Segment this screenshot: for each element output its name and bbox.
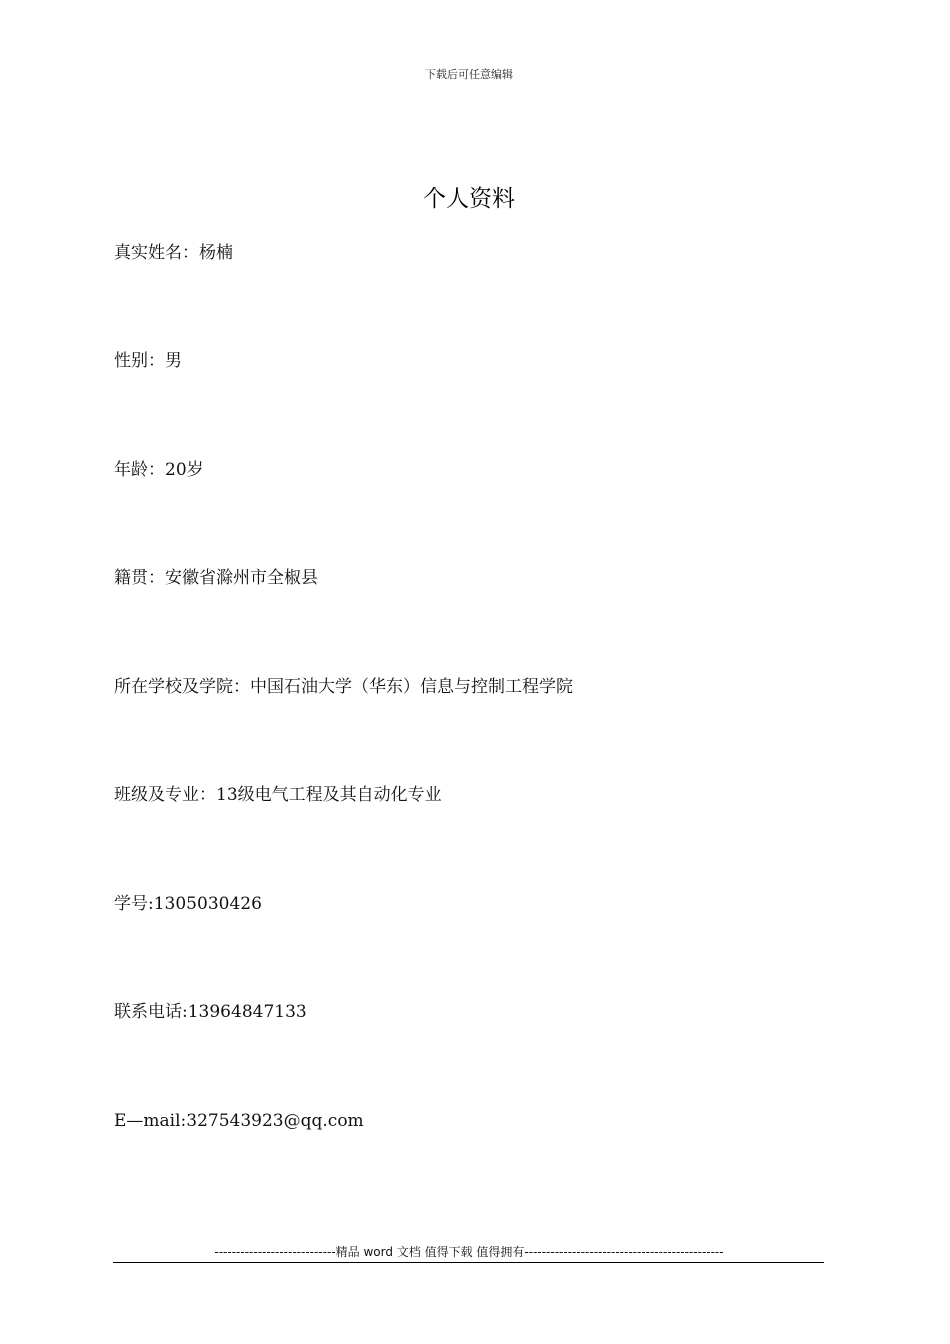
footer-rule [113, 1262, 824, 1263]
field-label: 学号: [114, 894, 154, 914]
field-label: 联系电话: [114, 1002, 188, 1022]
field-label: 年龄： [114, 460, 165, 480]
field-real-name [114, 241, 233, 265]
field-label: 籍贯： [114, 568, 165, 588]
footer-dashes-right: ---------------------------------------------- [524, 1245, 724, 1259]
field-value: 327543923@qq.com [186, 1111, 364, 1131]
field-student-id [114, 892, 262, 916]
field-label: 性别： [114, 351, 165, 371]
footer-dashes-left: ---------------------------- [214, 1245, 336, 1259]
field-class-major [114, 783, 442, 807]
field-label: 所在学校及学院： [114, 677, 250, 697]
field-label: 真实姓名： [114, 243, 199, 263]
field-value: 男 [165, 351, 182, 371]
field-label: 班级及专业： [114, 785, 216, 805]
header-note: 下载后可任意编辑 [425, 68, 513, 81]
field-school [114, 675, 573, 699]
footer-text: 精品 word 文档 值得下载 值得拥有 [335, 1245, 525, 1259]
field-value: 1305030426 [153, 894, 262, 914]
field-value: 13964847133 [187, 1002, 307, 1022]
field-value: 13级电气工程及其自动化专业 [216, 785, 442, 805]
field-value: 杨楠 [199, 243, 233, 263]
field-value: 中国石油大学（华东）信息与控制工程学院 [250, 677, 573, 697]
page-title: 个人资料 [423, 186, 515, 212]
footer-note [114, 1243, 824, 1260]
field-phone [114, 1000, 307, 1024]
field-gender [114, 349, 182, 373]
field-age [114, 458, 204, 482]
field-hometown [114, 566, 318, 590]
field-label: E—mail: [114, 1111, 187, 1131]
field-value: 20岁 [165, 460, 204, 480]
field-value: 安徽省滁州市全椒县 [165, 568, 318, 588]
field-email [114, 1109, 364, 1133]
